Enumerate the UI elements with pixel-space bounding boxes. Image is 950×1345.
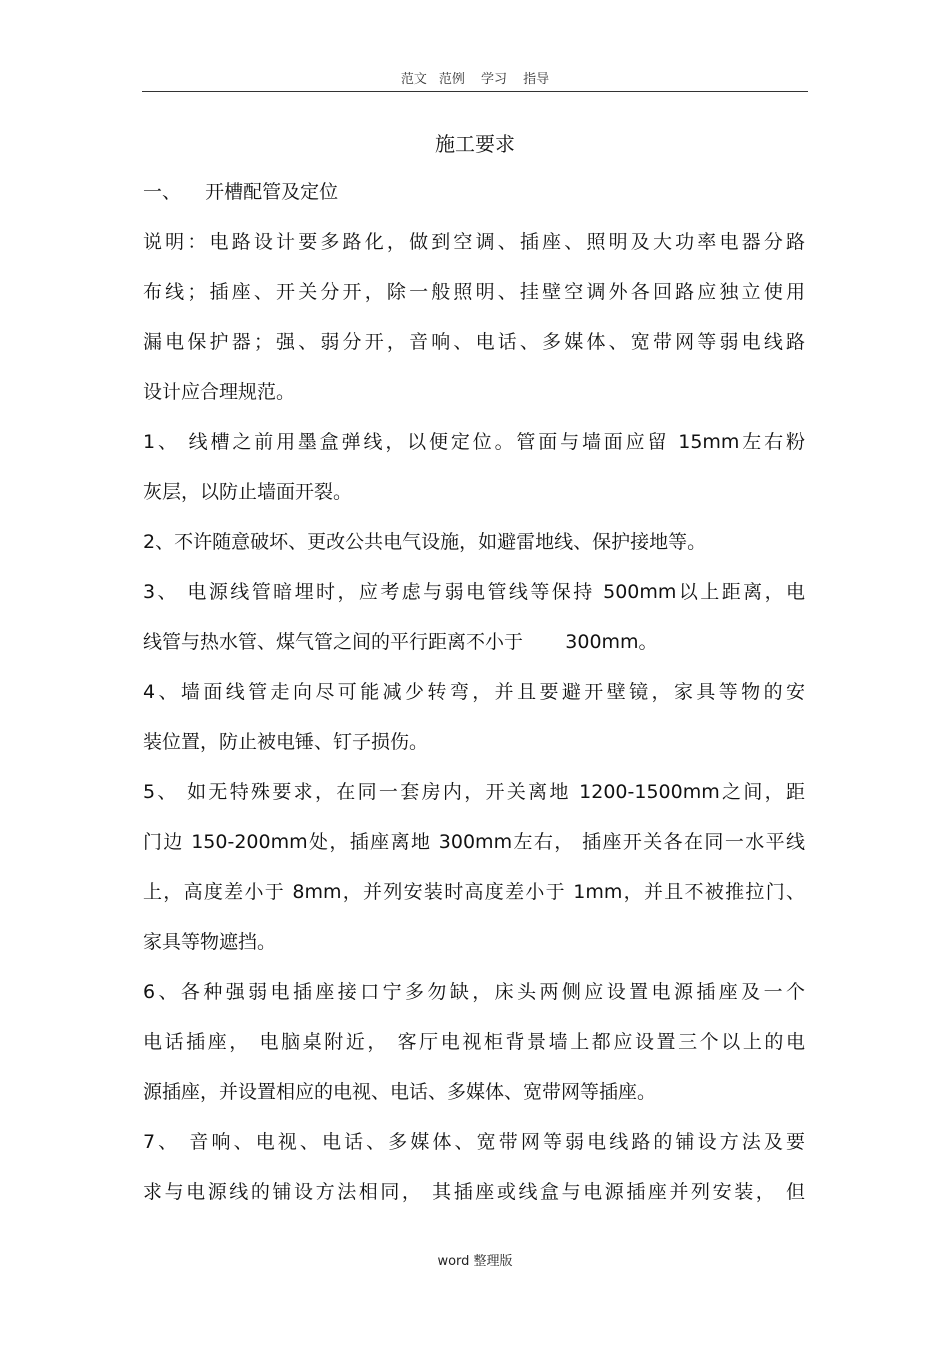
body-line: 2、不许随意破坏、更改公共电气设施，如避雷地线、保护接地等。: [143, 531, 707, 553]
body-line: 上，高度差小于 8mm，并列安装时高度差小于 1mm，并且不被推拉门、: [143, 881, 805, 903]
header-text-4: 指导: [523, 72, 550, 87]
body-line: 家具等物遮挡。: [143, 931, 277, 953]
body-line: 1、 线槽之前用墨盒弹线，以便定位。管面与墙面应留 15mm左右粉: [143, 431, 805, 453]
body-line: 线管与热水管、煤气管之间的平行距离不小于 300mm。: [143, 631, 658, 653]
body-line: 装位置，防止被电锤、钉子损伤。: [143, 731, 429, 753]
section-heading: 一、 开槽配管及定位: [143, 181, 339, 203]
body-line: 电话插座， 电脑桌附近， 客厅电视柜背景墙上都应设置三个以上的电: [143, 1031, 805, 1053]
page-header: [0, 68, 950, 87]
document-title: 施工要求: [435, 132, 515, 156]
body-line: 源插座，并设置相应的电视、电话、多媒体、宽带网等插座。: [143, 1081, 657, 1103]
body-line: 说明：电路设计要多路化，做到空调、插座、照明及大功率电器分路: [143, 231, 805, 253]
body-line: 6、各种强弱电插座接口宁多勿缺，床头两侧应设置电源插座及一个: [143, 981, 805, 1003]
header-text-1: 范文: [400, 72, 427, 87]
body-line: 求与电源线的铺设方法相同， 其插座或线盒与电源插座并列安装， 但: [143, 1181, 805, 1203]
header-text-3: 学习: [481, 72, 508, 87]
body-line: 漏电保护器；强、弱分开，音响、电话、多媒体、宽带网等弱电线路: [143, 331, 805, 353]
body-line: 灰层，以防止墙面开裂。: [143, 481, 353, 503]
body-line: 3、 电源线管暗埋时，应考虑与弱电管线等保持 500mm以上距离，电: [143, 581, 805, 603]
page-footer: word 整理版: [437, 1254, 513, 1269]
body-line: 设计应合理规范。: [143, 381, 296, 403]
body-line: 7、 音响、电视、电话、多媒体、宽带网等弱电线路的铺设方法及要: [143, 1131, 805, 1153]
header-divider: [142, 91, 808, 92]
body-line: 4、墙面线管走向尽可能减少转弯，并且要避开壁镜，家具等物的安: [143, 681, 805, 703]
body-line: 布线；插座、开关分开，除一般照明、挂壁空调外各回路应独立使用: [143, 281, 805, 303]
body-line: 门边 150-200mm处，插座离地 300mm左右， 插座开关各在同一水平线: [143, 831, 805, 853]
body-line: 5、 如无特殊要求，在同一套房内，开关离地 1200-1500mm之间，距: [143, 781, 805, 803]
header-text-2: 范例: [438, 72, 465, 87]
